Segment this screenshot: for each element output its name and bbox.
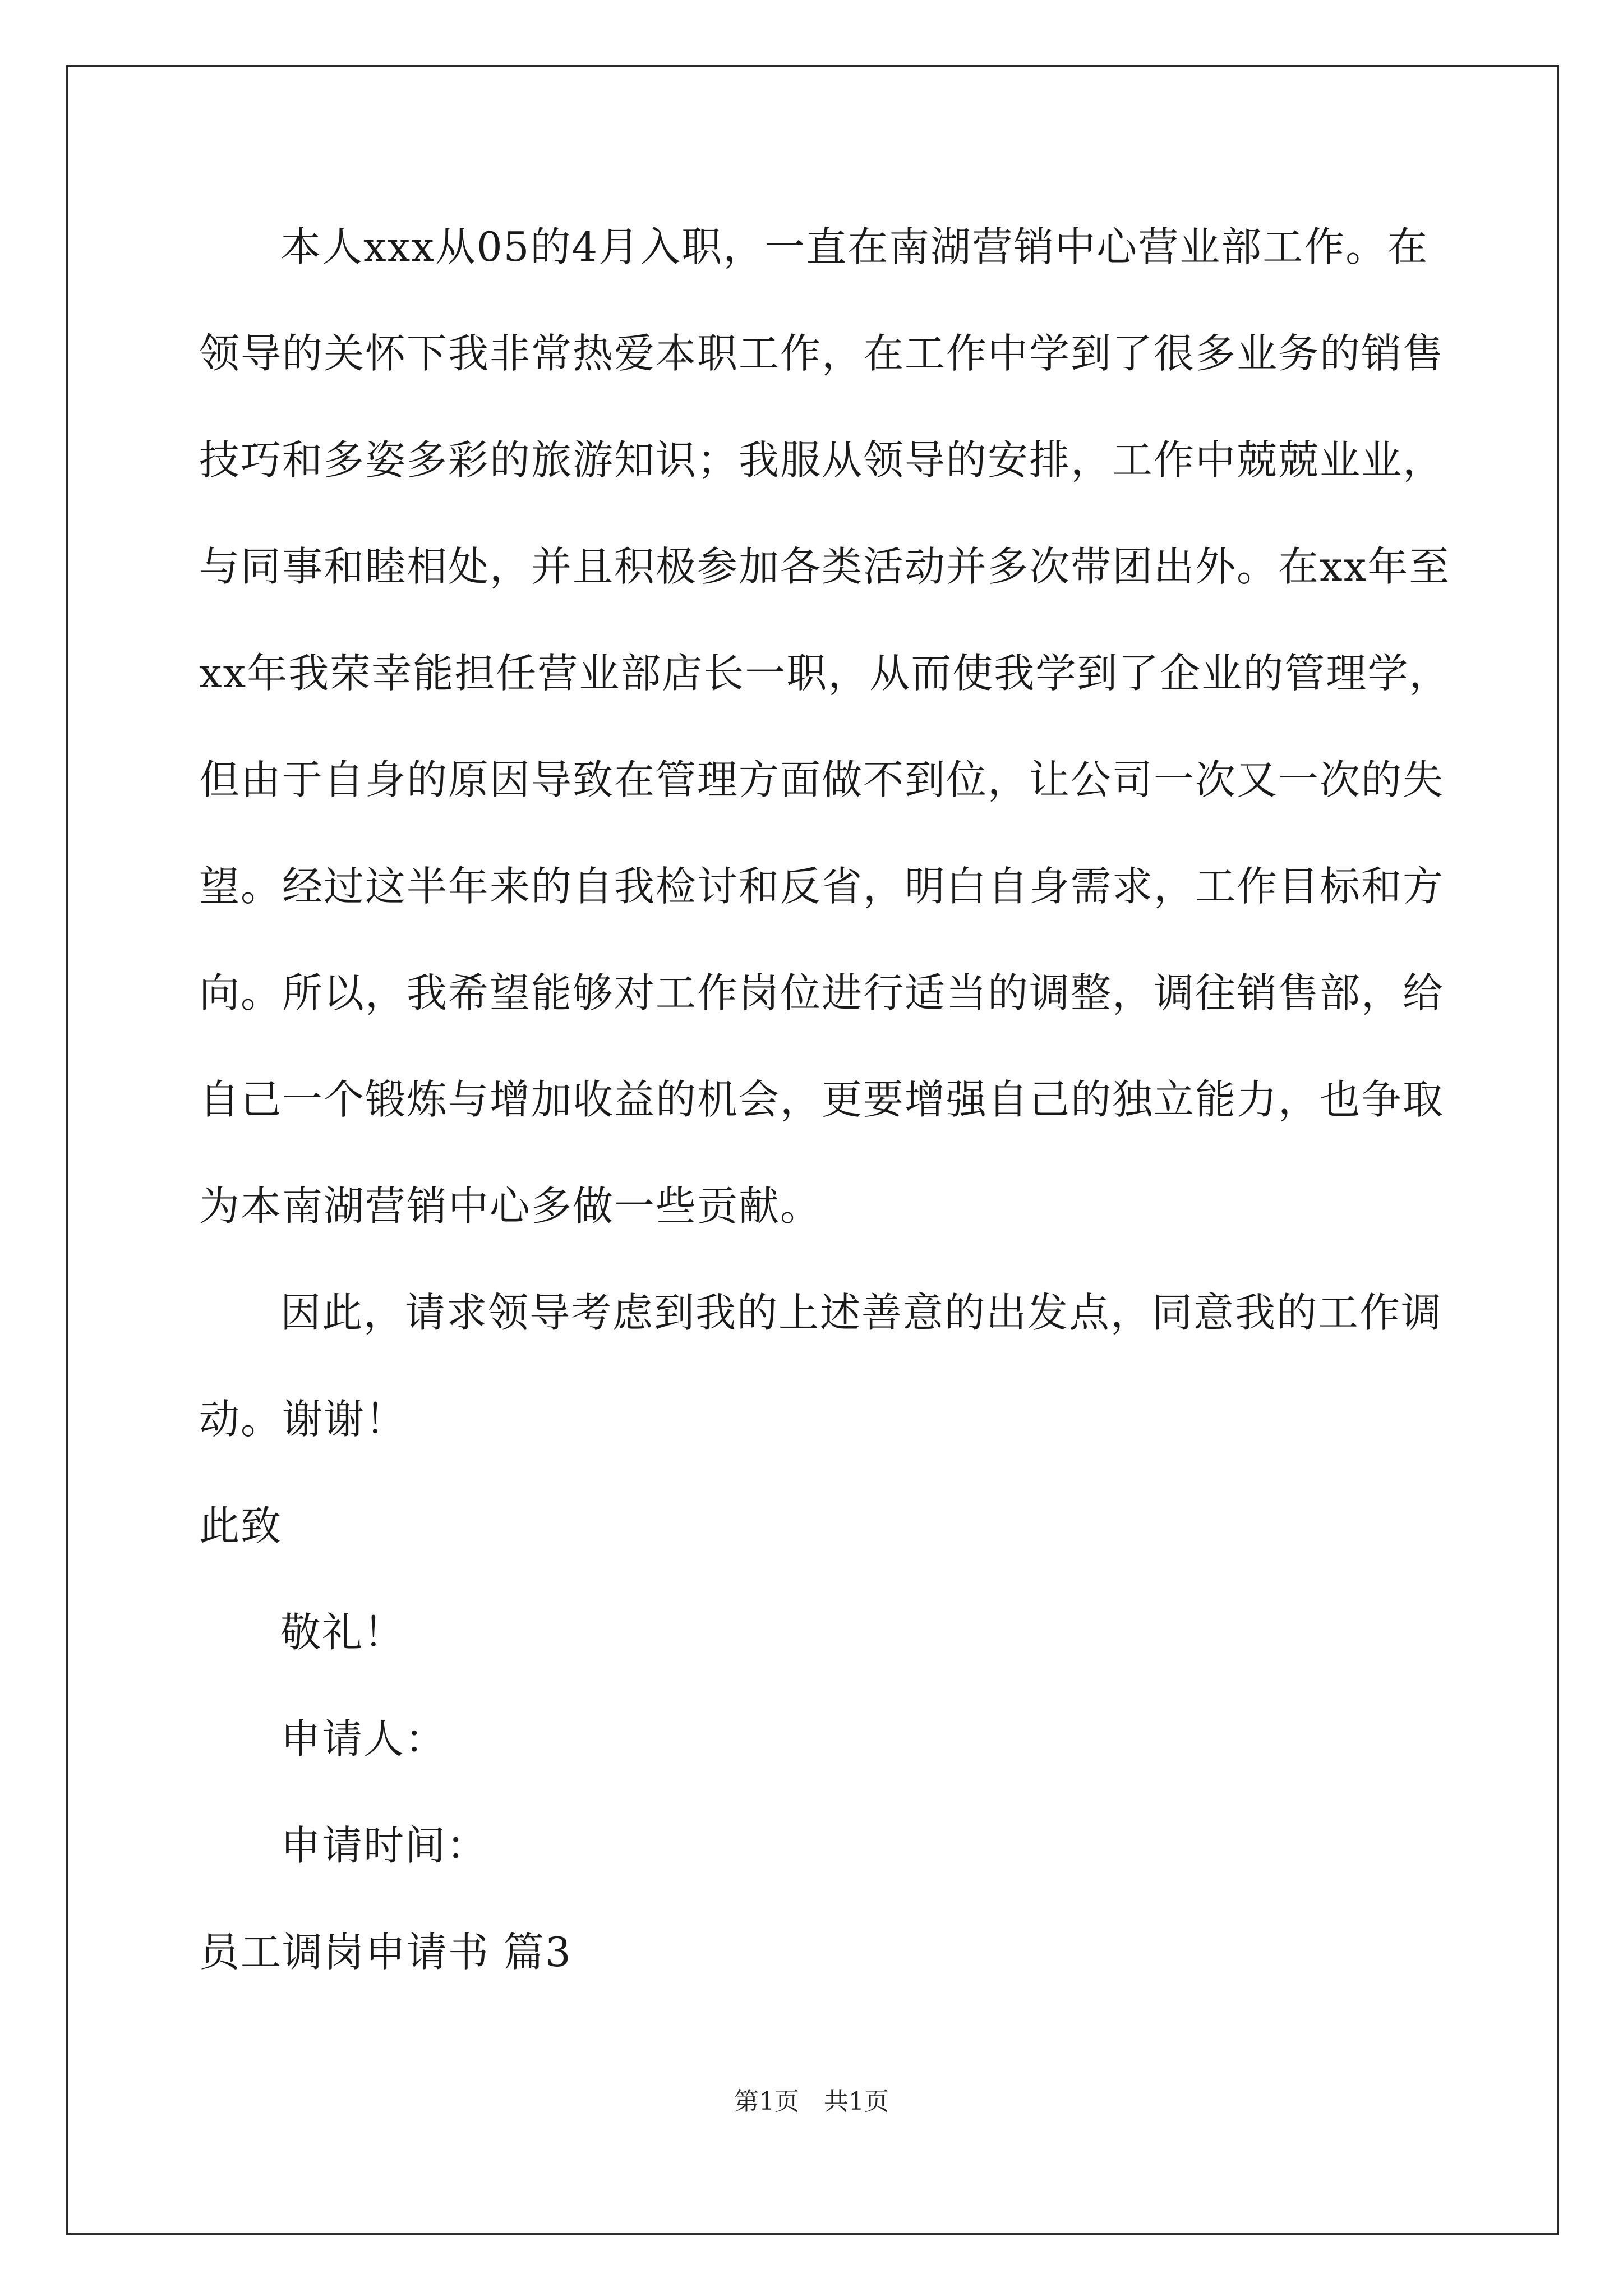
- section-title: 员工调岗申请书 篇3: [199, 1929, 572, 1976]
- regards: 敬礼！: [280, 1609, 405, 1656]
- date-label: 申请时间：: [280, 1822, 488, 1869]
- paragraph-line: 为本南湖营销中心多做一些贡献。: [199, 1182, 822, 1230]
- paragraph-line: 但由于自身的原因导致在管理方面做不到位，让公司一次又一次的失: [199, 756, 1445, 803]
- salutation: 此致: [199, 1502, 283, 1549]
- paragraph-line: 技巧和多姿多彩的旅游知识；我服从领导的安排，工作中兢兢业业，: [199, 436, 1445, 484]
- paragraph-line: xx年我荣幸能担任营业部店长一职，从而使我学到了企业的管理学，: [199, 650, 1451, 697]
- paragraph-line: 自己一个锻炼与增加收益的机会，更要增强自己的独立能力，也争取: [199, 1076, 1445, 1123]
- paragraph-line: 动。谢谢！: [199, 1396, 407, 1443]
- paragraph-line: 与同事和睦相处，并且积极参加各类活动并多次带团出外。在xx年至: [199, 543, 1451, 590]
- paragraph-line: 望。经过这半年来的自我检讨和反省，明白自身需求，工作目标和方: [199, 863, 1445, 910]
- page-border: [66, 65, 1559, 2235]
- page-footer: 第1页 共1页: [734, 2087, 889, 2116]
- paragraph-line: 因此，请求领导考虑到我的上述善意的出发点，同意我的工作调: [280, 1289, 1443, 1336]
- paragraph-line: 领导的关怀下我非常热爱本职工作，在工作中学到了很多业务的销售: [199, 330, 1445, 377]
- applicant-label: 申请人：: [280, 1715, 447, 1763]
- paragraph-line: 本人xxx从05的4月入职，一直在南湖营销中心营业部工作。在: [280, 223, 1429, 270]
- paragraph-line: 向。所以，我希望能够对工作岗位进行适当的调整，调往销售部，给: [199, 969, 1445, 1016]
